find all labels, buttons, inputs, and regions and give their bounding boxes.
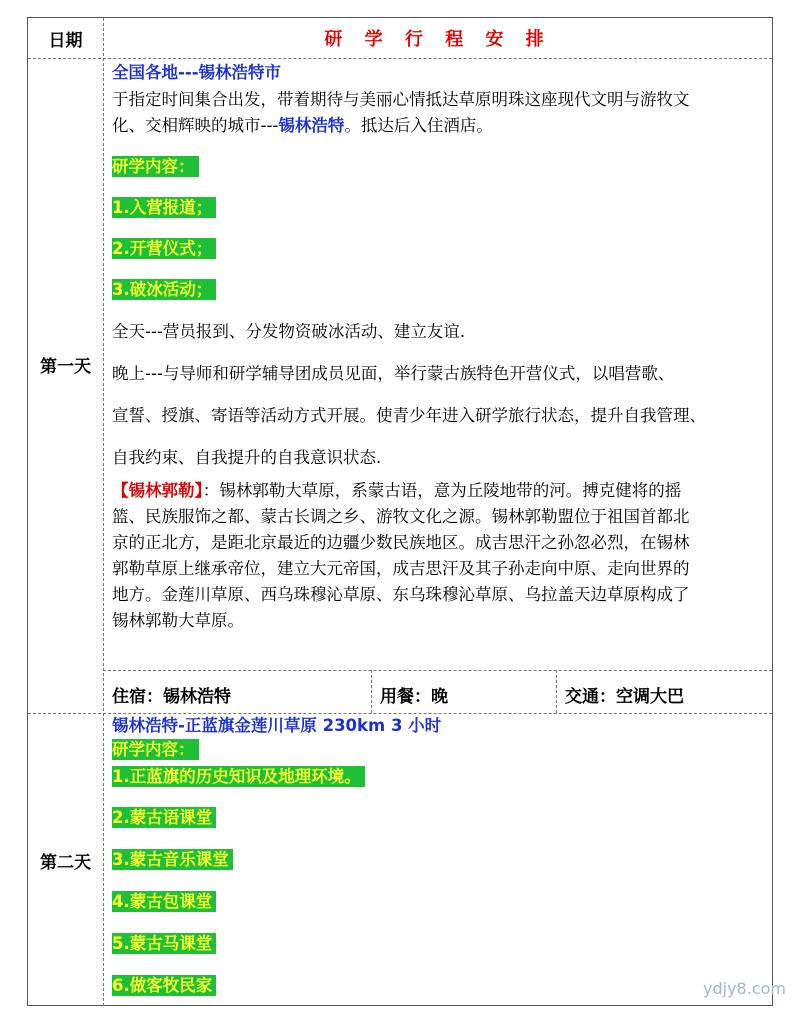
day1-label: 第一天 (40, 357, 91, 377)
watermark: ydjy8.com (703, 979, 786, 998)
day2-label: 第二天 (40, 852, 91, 873)
day1-route: 全国各地---锡林浩特市 (112, 63, 282, 82)
day2-item: 3.蒙古音乐课堂 (112, 848, 233, 872)
day2-content (112, 713, 764, 1005)
day1-intro-line2 (112, 114, 493, 138)
footer-divider-2 (556, 670, 557, 713)
xilingol-line5: 地方。金莲川草原、西乌珠穆沁草原、东乌珠穆沁草原、乌拉盖天边草原构成了 (112, 585, 690, 604)
day1-item: 1.入营报道； (112, 196, 216, 220)
day1-item: 3.破冰活动； (112, 278, 216, 302)
itinerary-table (27, 17, 773, 1006)
day1-content (112, 58, 764, 668)
xilingol-tag: 【锡林郭勒】 (112, 481, 203, 500)
day2-item: 1.正蓝旗的历史知识及地理环境。 (112, 765, 365, 789)
day2-route: 锡林浩特-正蓝旗金莲川草原 230km 3 小时 (112, 716, 442, 735)
day1-evening-line2: 宣誓、授旗、寄语等活动方式开展。使青少年进入研学旅行状态，提升自我管理、 (112, 406, 706, 425)
xilingol-line2: 篮、民族服饰之都、蒙古长调之乡、游牧文化之源。锡林郭勒盟位于祖国首都北 (112, 507, 690, 526)
day2-item: 4.蒙古包课堂 (112, 890, 216, 914)
intro-text: 化、交相辉映的城市--- (112, 116, 279, 135)
intro-tail: 。抵达后入住酒店。 (344, 116, 493, 135)
day2-item: 6.做客牧民家 (112, 974, 216, 998)
transport-info: 交通：空调大巴 (565, 687, 684, 707)
day1-footer-divider (103, 670, 772, 671)
stay-info: 住宿：锡林浩特 (112, 687, 231, 707)
xilingol-line4: 郭勒草原上继承帝位，建立大元帝国，成吉思汗及其子孙走向中原、走向世界的 (112, 559, 690, 578)
xilingol-line6: 锡林郭勒大草原。 (112, 611, 244, 630)
day2-study-title: 研学内容： (112, 738, 199, 762)
schedule-title: 研 学 行 程 安 排 (324, 29, 552, 50)
day1-study-title: 研学内容： (112, 155, 199, 179)
xilingol-line1: 【锡林郭勒】：锡林郭勒大草原，系蒙古语，意为丘陵地带的河。搏克健将的摇 (112, 481, 682, 500)
date-header: 日期 (48, 30, 83, 51)
day1-intro-line1: 于指定时间集合出发，带着期待与美丽心情抵达草原明珠这座现代文明与游牧文 (112, 90, 690, 109)
day1-item: 2.开营仪式； (112, 237, 216, 261)
xilingol-line3: 京的正北方，是距北京最近的边疆少数民族地区。成吉思汗之孙忽必烈，在锡林 (112, 533, 690, 552)
day1-allday: 全天---营员报到、分发物资破冰活动、建立友谊. (112, 322, 466, 341)
city-name: 锡林浩特 (278, 116, 345, 135)
day2-item: 5.蒙古马课堂 (112, 932, 216, 956)
meal-info: 用餐：晚 (380, 687, 448, 707)
column-divider (103, 18, 104, 1006)
footer-divider-1 (371, 670, 372, 713)
day1-evening-line1: 晚上---与导师和研学辅导团成员见面，举行蒙古族特色开营仪式，以唱营歌、 (112, 364, 675, 383)
day1-evening-line3: 自我约束、自我提升的自我意识状态. (112, 448, 382, 467)
day2-item: 2.蒙古语课堂 (112, 806, 216, 830)
